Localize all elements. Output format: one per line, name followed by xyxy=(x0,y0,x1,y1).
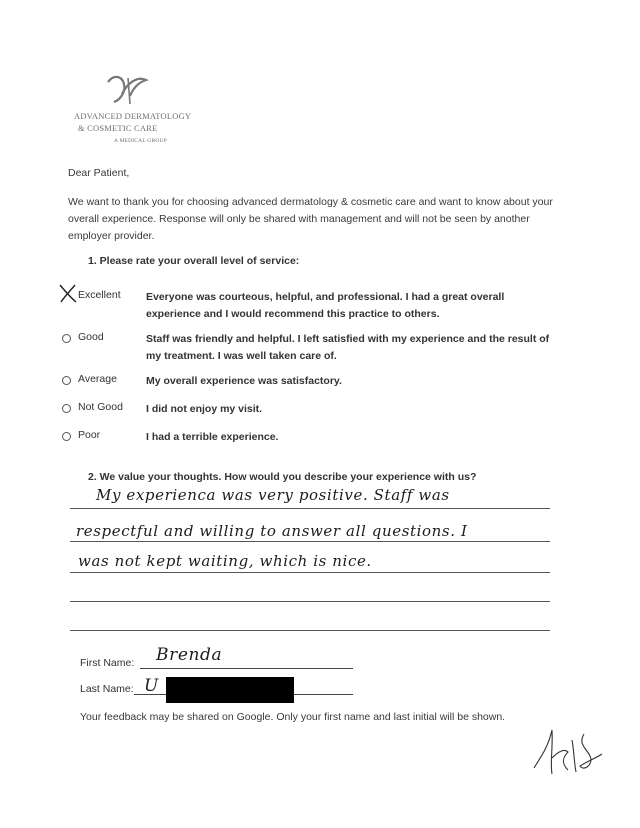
logo-text-line2: & COSMETIC CARE xyxy=(78,123,158,133)
option-description: I had a terrible experience. xyxy=(146,431,279,443)
option-label: Good xyxy=(78,331,104,343)
answer-line-5 xyxy=(70,630,550,631)
question-2-title: 2. We value your thoughts. How would you describe your experience with us? xyxy=(88,471,477,483)
option-label: Not Good xyxy=(78,401,123,413)
handwritten-answer-line-3: was not kept waiting, which is nice. xyxy=(78,552,372,570)
logo-text-line1: ADVANCED DERMATOLOGY xyxy=(74,111,192,121)
signature-scribble xyxy=(528,718,608,778)
option-description: Staff was friendly and helpful. I left satisfied with my experience and the result of my treatment. I was well taken care of. xyxy=(146,333,550,362)
answer-line-1 xyxy=(70,508,550,509)
option-description: My overall experience was satisfactory. xyxy=(146,375,342,387)
answer-line-2 xyxy=(70,541,550,542)
intro-paragraph: We want to thank you for choosing advanced dermatology & cosmetic care and want to know about your overall experience. Response will only be shared with management and will not be seen by another employer provider. xyxy=(68,196,553,242)
radio-circle-icon[interactable] xyxy=(62,404,71,413)
logo-icon xyxy=(104,72,150,106)
first-name-field[interactable]: Brenda xyxy=(156,645,223,665)
last-name-field[interactable]: U xyxy=(144,676,159,696)
redaction-bar xyxy=(166,677,294,703)
greeting: Dear Patient, xyxy=(68,167,130,179)
option-description: Everyone was courteous, helpful, and professional. I had a great overall experience and I would recommend this practice to others. xyxy=(146,291,505,320)
x-checkmark-icon xyxy=(57,282,79,304)
answer-line-4 xyxy=(70,601,550,602)
question-1-title: 1. Please rate your overall level of service: xyxy=(88,255,300,267)
handwritten-answer-line-1: My experienca was very positive. Staff was xyxy=(96,486,450,504)
radio-circle-icon[interactable] xyxy=(62,376,71,385)
handwritten-answer-line-2: respectful and willing to answer all questions. I xyxy=(76,522,468,540)
logo-text-line3: A MEDICAL GROUP xyxy=(114,138,167,144)
first-name-underline xyxy=(140,668,353,669)
radio-circle-icon[interactable] xyxy=(62,334,71,343)
privacy-notice: Your feedback may be shared on Google. Only your first name and last initial will be shown. xyxy=(80,711,506,723)
option-label: Excellent xyxy=(78,289,121,301)
last-name-label: Last Name: xyxy=(80,683,134,695)
option-label: Average xyxy=(78,373,117,385)
radio-circle-icon[interactable] xyxy=(62,432,71,441)
answer-line-3 xyxy=(70,572,550,573)
first-name-label: First Name: xyxy=(80,657,135,669)
option-description: I did not enjoy my visit. xyxy=(146,403,263,415)
option-label: Poor xyxy=(78,429,101,441)
